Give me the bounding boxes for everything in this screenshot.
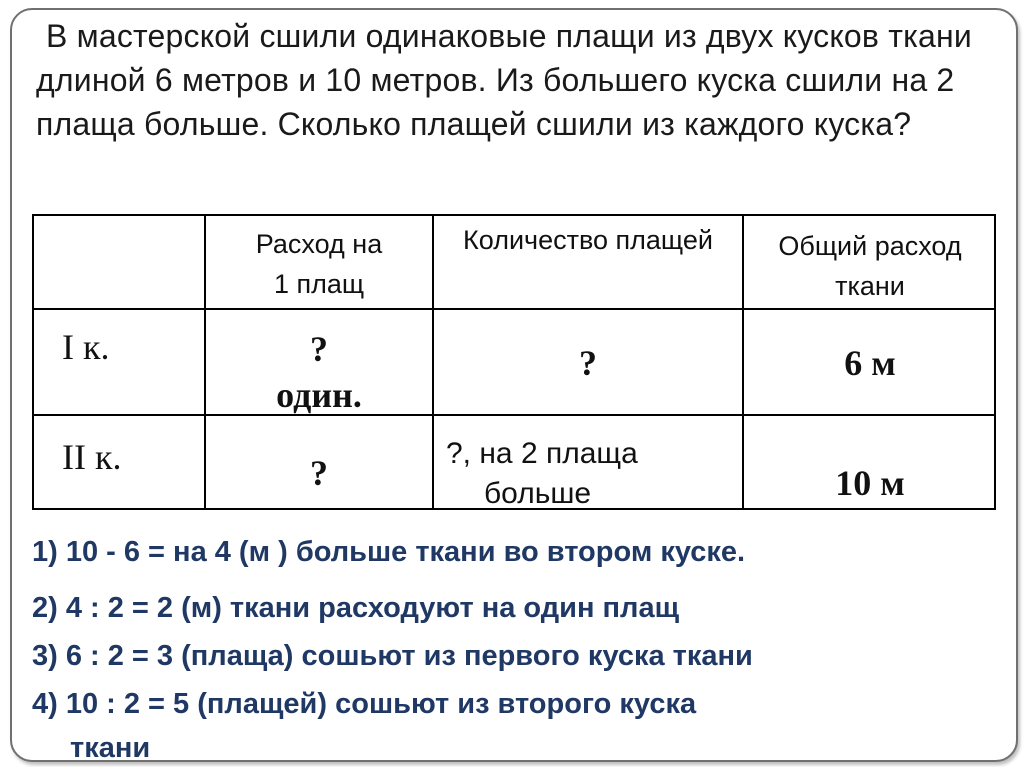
count-piece-2 [446,434,736,514]
cell-line: ?, на 2 плаща [446,437,638,470]
row-label-piece-2: II к. [62,437,122,477]
cell-line: ? [310,329,328,369]
cell-line: ? [310,453,328,493]
table-divider [34,308,994,310]
header-line: Количество плащей [463,225,713,255]
cell-line: один. [276,375,362,415]
data-table [32,214,996,510]
solution-step-4-continued: ткани [70,732,151,762]
header-line: 1 плащ [273,269,365,299]
header-line: ткани [835,271,905,301]
per-item-piece-2 [206,452,432,494]
header-per-item [206,224,432,304]
total-piece-2: 10 м [835,463,905,503]
total-piece-1: 6 м [844,343,896,383]
per-item-piece-1 [206,326,432,418]
header-total [744,226,996,306]
solution-step-3: 3) 6 : 2 = 3 (плаща) сошьют из первого куска ткани [32,640,753,672]
solution-step-1: 1) 10 - 6 = на 4 (м ) больше ткани во втором куске. [32,536,746,568]
table-divider [34,414,994,416]
header-count [434,220,742,260]
slide-frame [10,8,1018,762]
count-piece-1 [434,342,742,384]
header-line: Расход на [255,229,383,259]
row-label-piece-1: I к. [62,327,110,367]
cell-line: ? [579,343,597,383]
solution-step-2: 2) 4 : 2 = 2 (м) ткани расходуют на один плащ [32,592,680,624]
cell-line: больше [484,477,592,510]
solution-step-4: 4) 10 : 2 = 5 (плащей) сошьют из второго куска [32,688,697,720]
header-line: Общий расход [778,231,962,261]
problem-text: В мастерской сшили одинаковые плащи из двух кусков ткани длиной 6 метров и 10 метров. Из большего куска сшили на 2 плаща больше. Сколько плащей сшили из каждого куска? [36,18,972,142]
